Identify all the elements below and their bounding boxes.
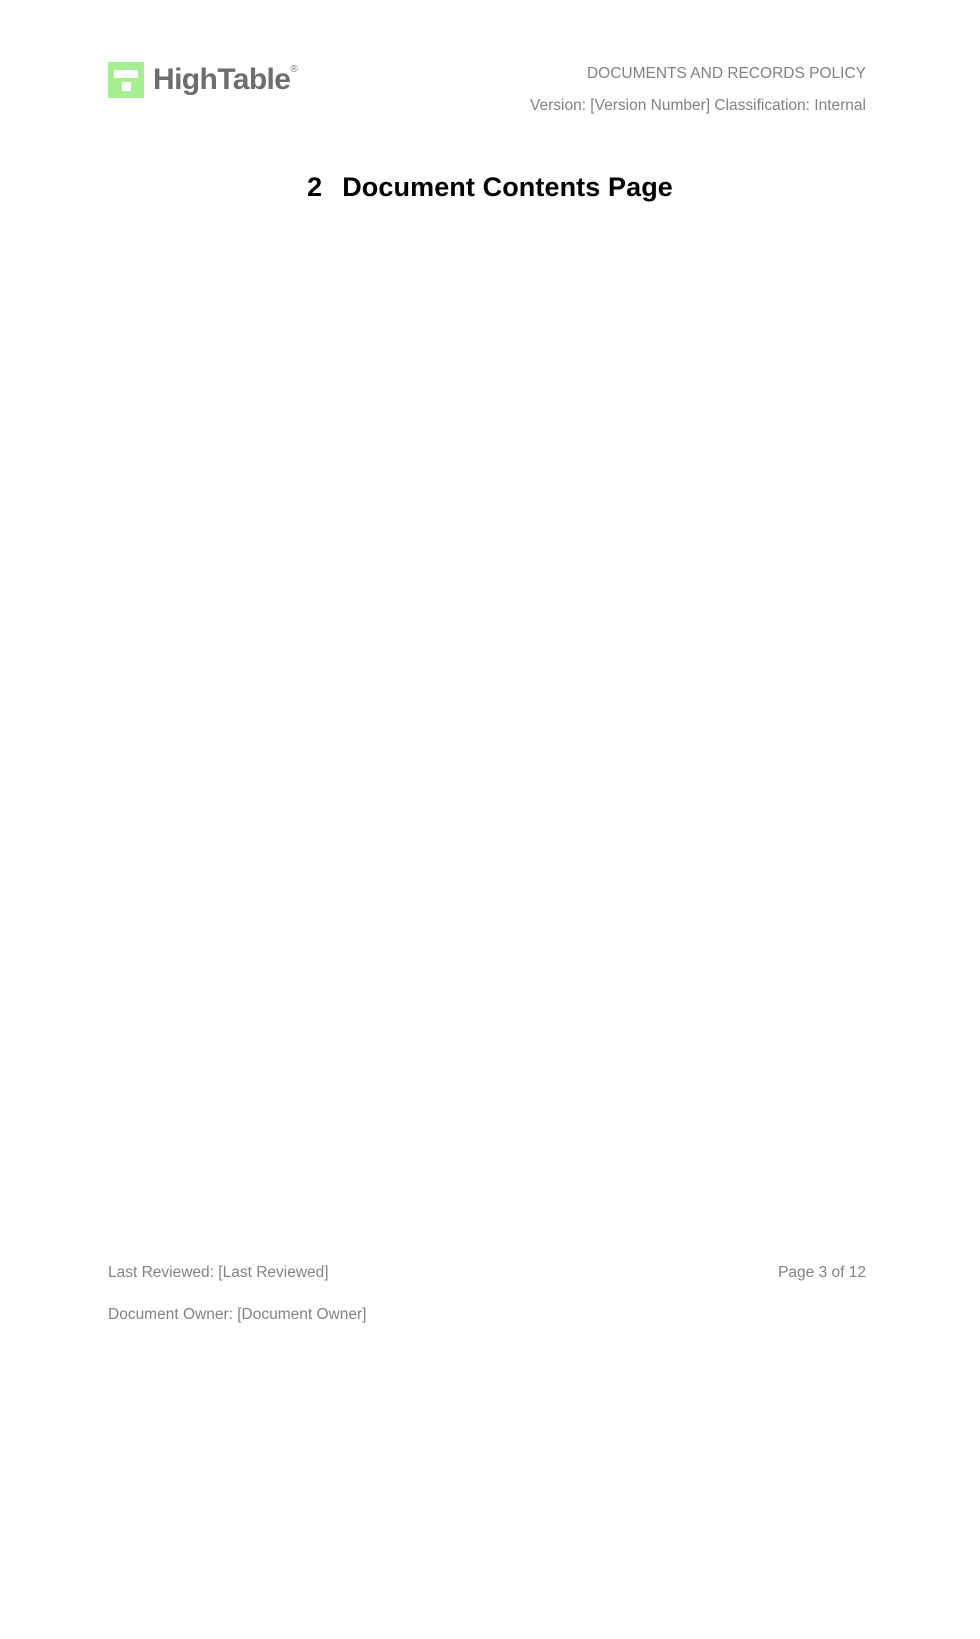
footer-last-reviewed: Last Reviewed: [Last Reviewed] (108, 1264, 329, 1281)
page-title-text: Document Contents Page (342, 172, 673, 202)
page-title-number: 2 (307, 172, 323, 202)
header-version-classification: Version: [Version Number] Classification: Internal (530, 96, 866, 114)
logo-stem-shape (122, 82, 131, 91)
footer-row-secondary (108, 1307, 866, 1323)
brand-name-text: HighTable (153, 63, 291, 96)
header-document-title: DOCUMENTS AND RECORDS POLICY (586, 65, 866, 82)
page-header (108, 56, 866, 113)
header-meta (530, 56, 866, 113)
brand-logo (108, 62, 297, 98)
toc-entry[interactable] (108, 1176, 866, 1242)
footer-row-primary (108, 1265, 866, 1281)
page-footer (108, 1265, 866, 1322)
table-of-contents (108, 252, 866, 1242)
logo-bar-shape (114, 70, 138, 78)
toc-entry-page-number (108, 252, 980, 1639)
page-title (0, 172, 980, 203)
brand-name (153, 65, 297, 95)
registered-trademark-icon: ® (290, 64, 298, 75)
hightable-logo-icon (108, 62, 144, 98)
footer-document-owner: Document Owner: [Document Owner] (108, 1305, 367, 1323)
footer-page-indicator: Page 3 of 12 (778, 1264, 866, 1281)
